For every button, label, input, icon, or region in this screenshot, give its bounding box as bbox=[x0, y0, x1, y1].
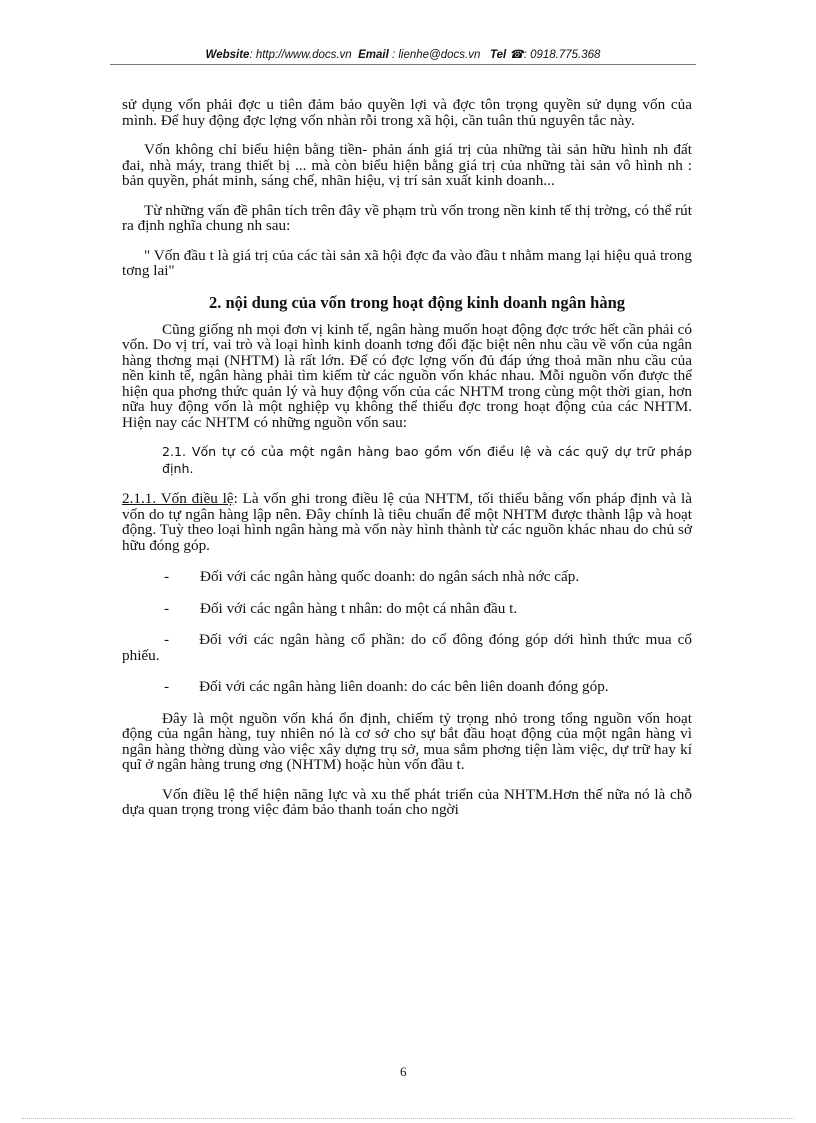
website-label: Website bbox=[205, 49, 250, 61]
bottom-dotted-border bbox=[22, 1118, 794, 1119]
paragraph-8: Đây là một nguồn vốn khá ổn định, chiếm tỷ trọng nhỏ trong tổng nguồn vốn hoạt động của ngân hàng, tuy nhiên nó là cơ sở cho sự bắt đầu hoạt động của một ngân hàng vì ngân hàng thờng dùng vào việc xây dựng trụ sở, mua sắm phơng tiện làm việc, dự trữ hay kí quĩ ở ngân hàng trung ơng (NHTM) hoặc hùn vốn đầu t. bbox=[122, 709, 692, 773]
bullet-text: Đối với các ngân hàng cổ phần: do cổ đông đóng góp dới hình thức mua cổ phiếu. bbox=[122, 631, 692, 664]
page-header bbox=[110, 47, 696, 61]
email-value: : lienhe@docs.vn bbox=[388, 49, 481, 61]
bullet-dash: - bbox=[164, 599, 170, 617]
definition-quote: " Vốn đầu t là giá trị của các tài sản xã hội đợc đa vào đầu t nhằm mang lại hiệu quả trong tơng lai" bbox=[122, 246, 692, 279]
bullet-dash: - bbox=[164, 678, 170, 695]
paragraph-9: Vốn điều lệ thể hiện năng lực và xu thế phát triển của NHTM.Hơn thế nữa nó là chỗ dựa quan trọng trong việc đảm bảo thanh toán cho ngời bbox=[122, 785, 692, 818]
bullet-state-owned bbox=[122, 569, 692, 585]
paragraph-1: sử dụng vốn phải đợc u tiên đảm bảo quyền lợi và đợc tôn trọng quyền sử dụng vốn của mình. Để huy động đợc lợng vốn nhàn rỗi trong xã hội, cần tuân thủ nguyên tắc này. bbox=[122, 96, 692, 129]
bullet-dash: - bbox=[164, 631, 170, 648]
subsection-2-1-1-text: : Là vốn ghi trong điều lệ của NHTM, tối thiểu bằng vốn pháp định và là vốn do tự ngân hàng lập nên. Đây chính là tiêu chuẩn để một NHTM được thành lập và hoạt động. Tuỳ theo loại hình ngân hàng mà vốn này hình thành từ các nguồn khác nhau do chủ sở hữu đóng góp. bbox=[122, 490, 692, 554]
bullet-joint-venture bbox=[122, 679, 692, 695]
phone-icon: ☎ bbox=[509, 49, 524, 61]
subsection-2-1-1 bbox=[122, 491, 692, 553]
bullet-private bbox=[122, 601, 692, 617]
document-body bbox=[122, 97, 692, 818]
bullet-joint-stock bbox=[122, 632, 692, 663]
tel-value: : 0918.775.368 bbox=[523, 49, 601, 61]
subsection-2-1-1-title: 2.1.1. Vốn điều lệ bbox=[122, 490, 234, 507]
bullet-text: Đối với các ngân hàng liên doanh: do các bên liên doanh đóng góp. bbox=[199, 678, 609, 695]
tel-label: Tel bbox=[489, 49, 507, 61]
paragraph-5: Cũng giống nh mọi đơn vị kinh tế, ngân hàng muốn hoạt động đợc trớc hết cần phải có vốn. Do vị trí, vai trò và loại hình kinh doanh tơng đối đặc biệt nên nhu cầu về vốn của ngân hàng thơng mại (NHTM) là rất lớn. Để có đợc lợng vốn đủ đáp ứng thoả mãn nhu cầu của nền kinh tế, ngân hàng phải tìm kiếm từ các nguồn vốn khác nhau. Mỗi nguồn vốn được thể hiện qua phơng thức quản lý và huy động vốn của các NHTM trong cùng một thời gian, hơn nữa huy động vốn là một nghiệp vụ không thể thiếu đợc trong hoạt động của các NHTM. Hiện nay các NHTM có những nguồn vốn sau: bbox=[122, 320, 692, 431]
email-label: Email bbox=[358, 49, 389, 61]
bullet-text: Đối với các ngân hàng t nhân: do một cá nhân đầu t. bbox=[200, 599, 518, 617]
subsection-2-1: 2.1. Vốn tự có của một ngân hàng bao gồm vốn điều lệ và các quỹ dự trữ pháp định. bbox=[162, 444, 692, 476]
section-heading: 2. nội dung của vốn trong hoạt động kinh doanh ngân hàng bbox=[208, 292, 626, 312]
bullet-dash: - bbox=[164, 568, 170, 585]
page-number: 6 bbox=[400, 1064, 407, 1079]
paragraph-3: Từ những vấn đề phân tích trên đây về phạm trù vốn trong nền kinh tế thị trờng, có thể rút ra định nghĩa chung nh sau: bbox=[122, 201, 692, 234]
website-value: : http://www.docs.vn bbox=[249, 49, 352, 61]
bullet-text: Đối với các ngân hàng quốc doanh: do ngân sách nhà nớc cấp. bbox=[200, 568, 580, 585]
header-divider bbox=[110, 64, 696, 65]
paragraph-2: Vốn không chỉ biểu hiện bằng tiền- phản ánh giá trị của những tài sản hữu hình nh đất đai, nhà máy, trang thiết bị ... mà còn biểu hiện bằng giá trị của những tài sản vô hình nh : bản quyền, phát minh, sáng chế, nhãn hiệu, vị trí sản xuất kinh doanh... bbox=[122, 141, 692, 189]
